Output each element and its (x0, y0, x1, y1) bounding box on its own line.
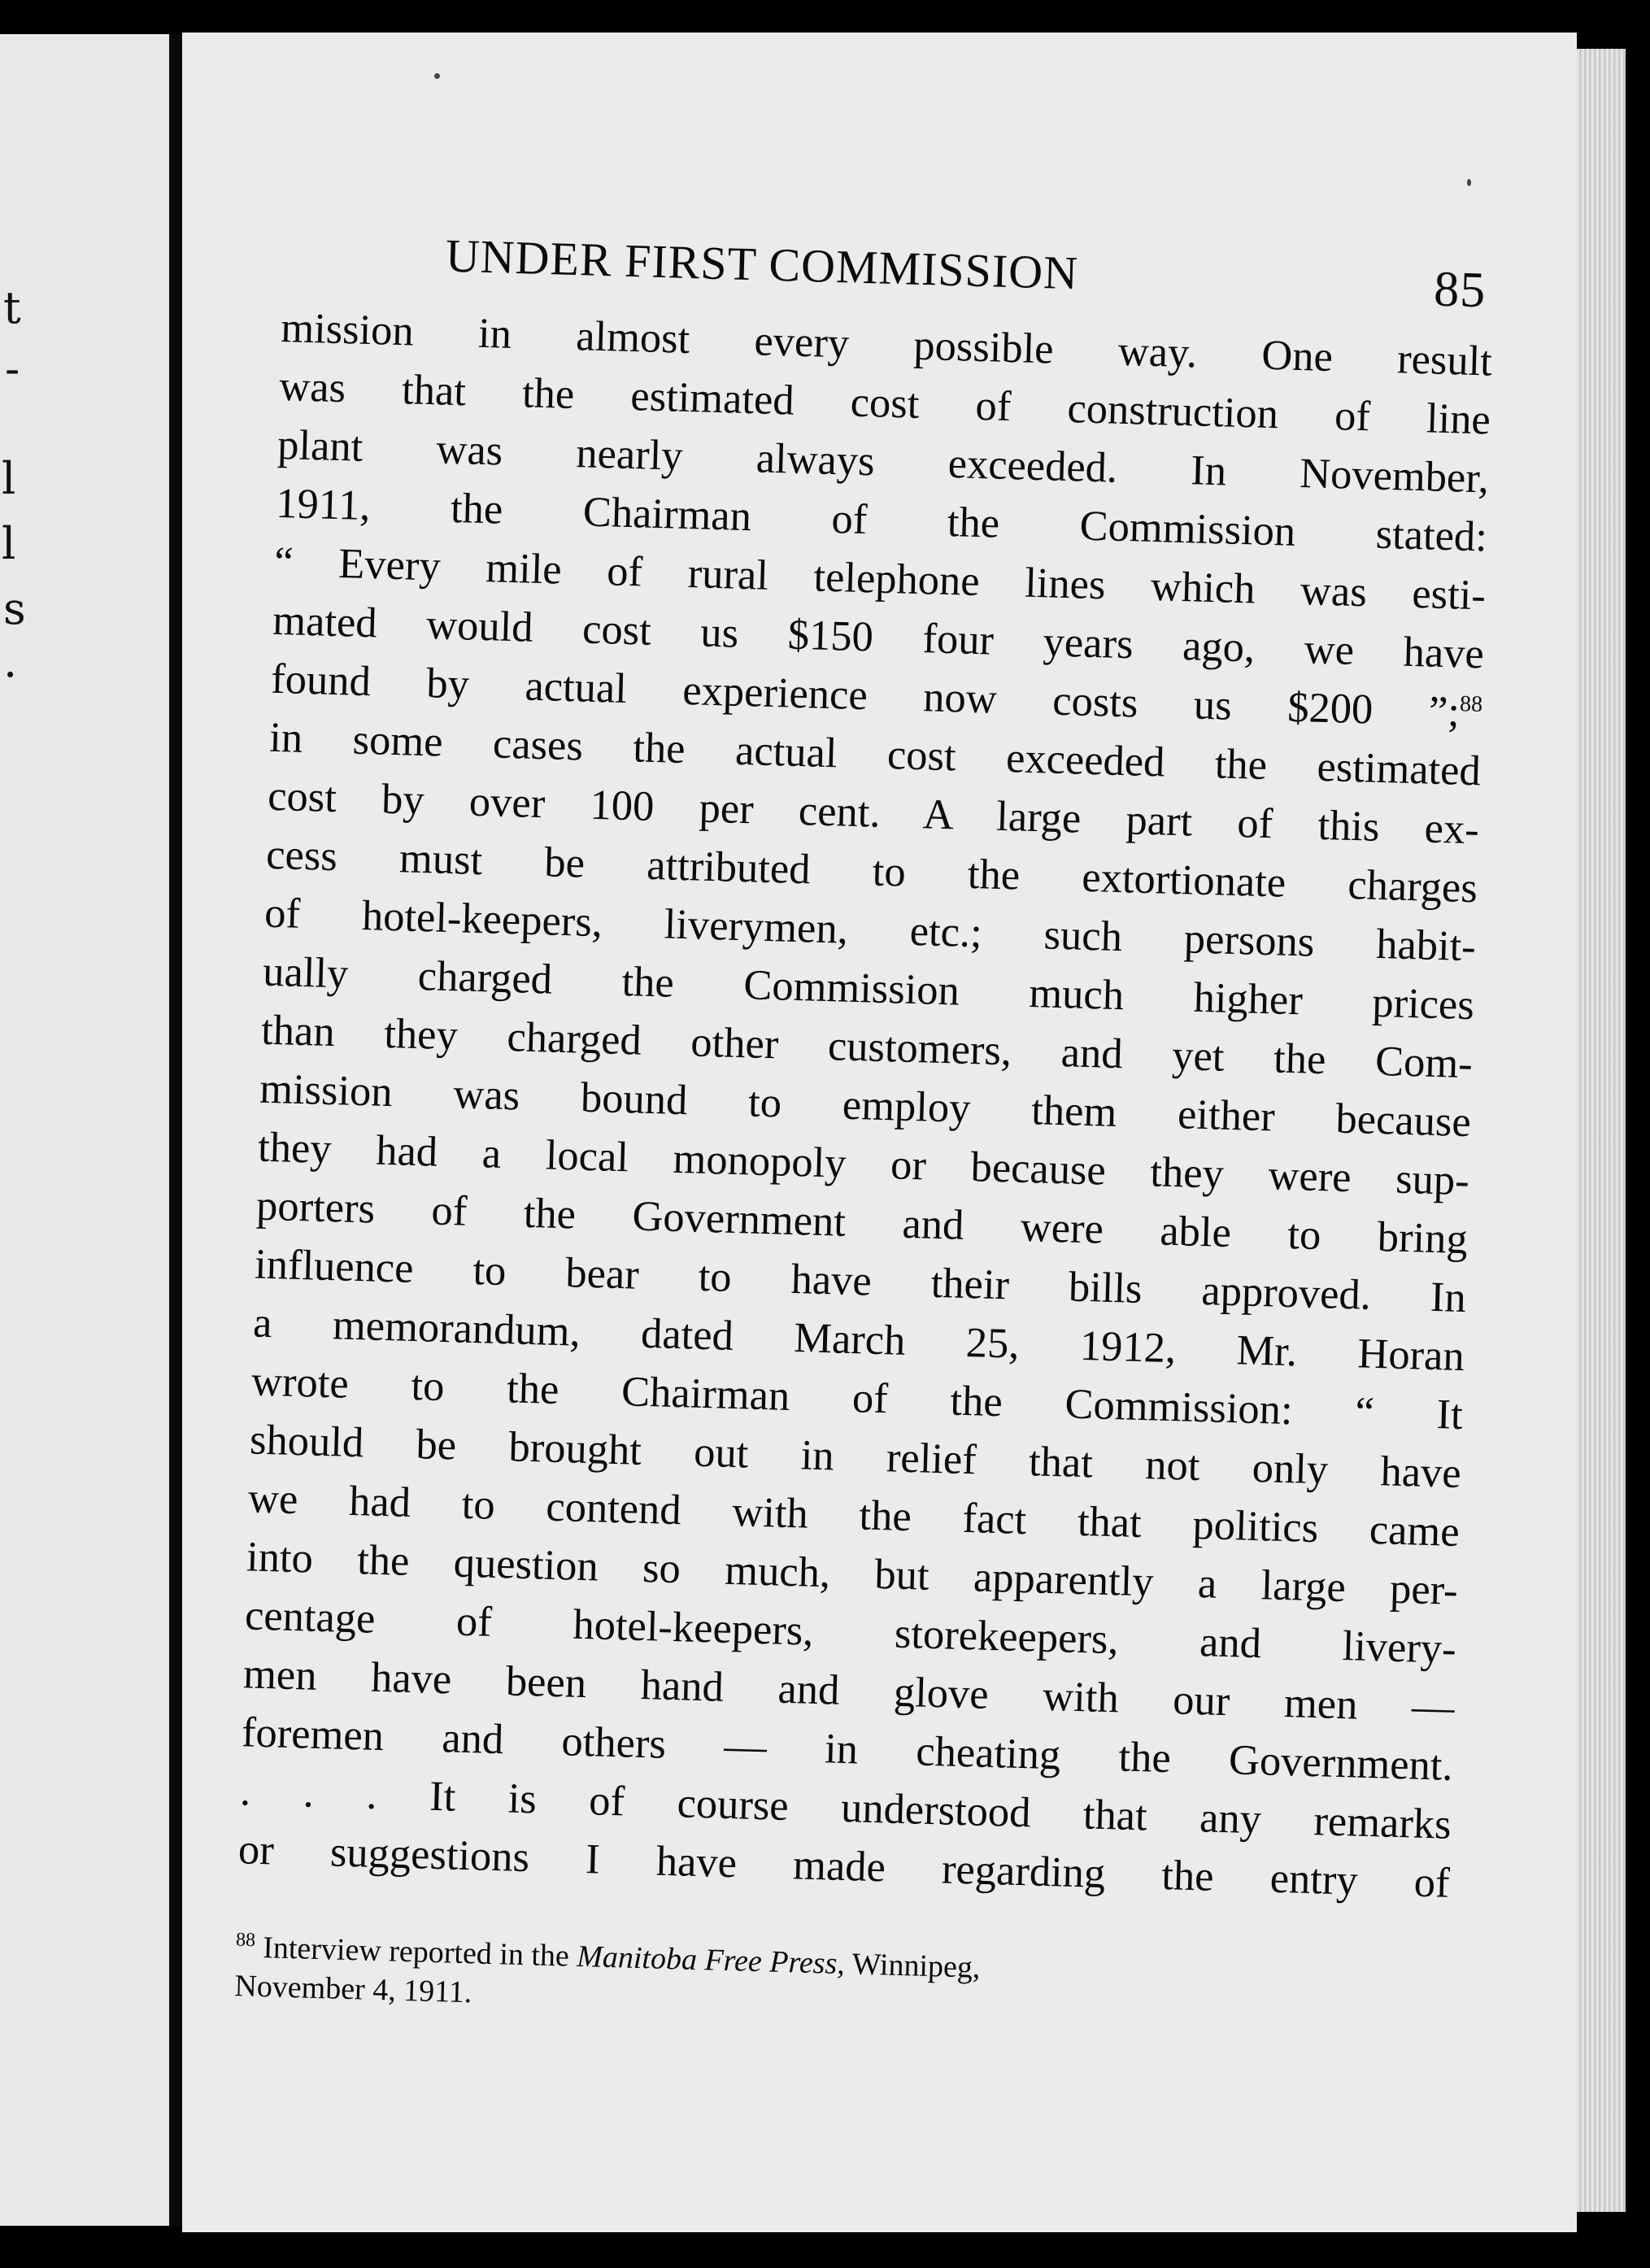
body-line: found by actual experience now costs us $200 ”;$^{88}$ (270, 655, 1483, 736)
footnote-reference: 88 (1459, 691, 1483, 717)
body-line: influence to bear to have their bills approved. In (254, 1240, 1467, 1322)
page-edges (1577, 49, 1626, 2212)
body-line: was that the estimated cost of construction of line (278, 362, 1491, 444)
body-line: mission in almost every possible way. One result (280, 303, 1493, 385)
body-line: they had a local monopoly or because they were sup- (257, 1123, 1470, 1205)
body-line: into the question so much, but apparently a large per- (246, 1533, 1459, 1614)
left-margin-char: - (5, 343, 20, 394)
footnote-text: Interview reported in the (262, 1931, 577, 1974)
body-line: 1911, the Chairman of the Commission stated: (275, 479, 1488, 561)
left-margin-char: l (2, 518, 16, 569)
scan-speck (434, 73, 440, 79)
body-line: foremen and others — in cheating the Government. (241, 1709, 1454, 1790)
body-text (237, 298, 1493, 1913)
body-line: in some cases the actual cost exceeded the estimated (268, 713, 1482, 795)
body-line: centage of hotel-keepers, storekeepers, and livery- (244, 1591, 1457, 1673)
body-line: “ Every mile of rural telephone lines which was esti- (273, 538, 1487, 620)
left-margin-char: s (3, 583, 26, 634)
footnote-text-after: Winnipeg, (851, 1947, 982, 1985)
body-line: or suggestions I have made regarding the entry of (237, 1826, 1451, 1907)
body-line: wrote to the Chairman of the Commission: “ It (250, 1357, 1464, 1439)
body-line: mated would cost us $150 four years ago, we have (272, 596, 1485, 678)
left-page-fragment (0, 34, 169, 2226)
body-line: plant was nearly always exceeded. In November, (276, 420, 1490, 503)
footnote-number: 88 (235, 1929, 256, 1952)
book-gutter (169, 34, 182, 2226)
body-line: . . . It is of course understood that any remarks (239, 1767, 1452, 1848)
left-margin-char: . (3, 636, 18, 687)
left-margin-char: t (3, 282, 21, 333)
page-number: 85 (1433, 261, 1487, 319)
footnote-line-2: November 4, 1911. (233, 1969, 472, 2010)
footnote-source: Manitoba Free Press, (576, 1939, 846, 1982)
body-line: mission was bound to employ them either because (259, 1064, 1472, 1147)
body-line: porters of the Government and were able to bring (255, 1182, 1469, 1264)
body-line: men have been hand and glove with our men — (242, 1650, 1456, 1731)
body-line: should be brought out in relief that not only have (249, 1416, 1462, 1498)
body-line: ually charged the Commission much higher prices (262, 947, 1475, 1030)
running-head-title: UNDER FIRST COMMISSION (445, 229, 1079, 300)
body-line: than they charged other customers, and yet the Com- (260, 1006, 1474, 1088)
footnote (234, 1927, 1448, 2039)
page (182, 33, 1577, 2232)
body-line: of hotel-keepers, liverymen, etc.; such persons habit- (263, 889, 1477, 971)
body-line: we had to contend with the fact that politics came (247, 1474, 1461, 1556)
body-line: cess must be attributed to the extortionate charges (265, 830, 1478, 912)
left-margin-char: l (2, 453, 16, 504)
page-text-block (234, 224, 1495, 2039)
body-line: cost by over 100 per cent. A large part of this ex- (267, 772, 1480, 854)
page-edge-shadow (1626, 65, 1650, 2196)
body-line: a memorandum, dated March 25, 1912, Mr. Horan (252, 1299, 1465, 1381)
scan-speck (1467, 179, 1471, 186)
